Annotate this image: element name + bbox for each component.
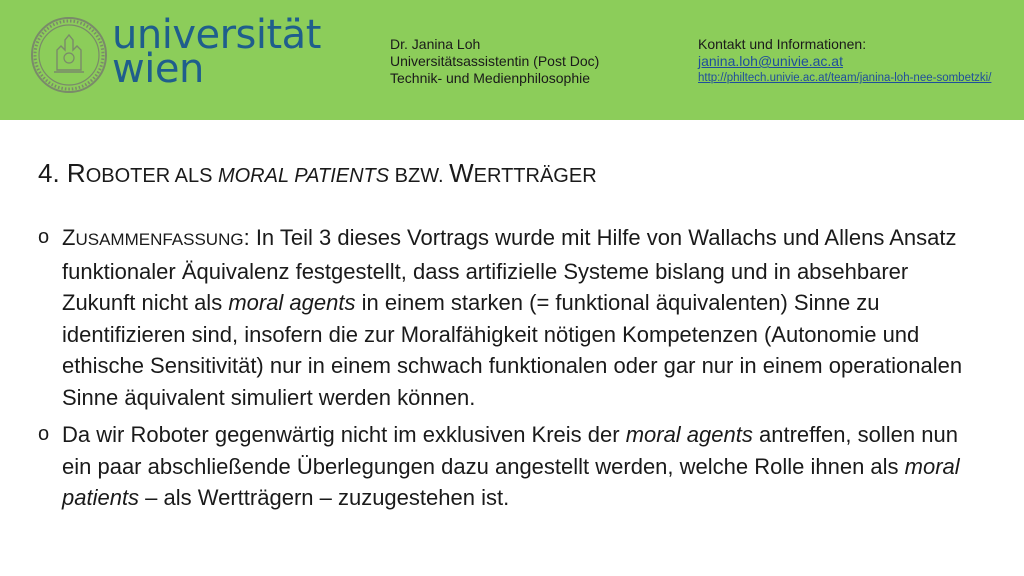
bullet-italic: moral patients xyxy=(62,453,960,510)
title-smallcaps-1: OBOTER ALS xyxy=(85,165,218,187)
title-cap-r: R xyxy=(66,158,86,188)
bullet-italic: moral agents xyxy=(228,290,356,315)
bullet-text: in einem starken (= funktional äquivalenten) Sinne zu identifizieren sind, insofern die zur Moralfähigkeit nötigen Kompetenzen (Autonomie und ethische Sensitivität) nur in einem schwach funktionalen oder gar nur in einem operationalen Sinne äquivalent simuliert werden können. xyxy=(62,290,963,410)
bullet-text: : In Teil 3 dieses Vortrags wurde mit Hilfe von Wallachs und Allens Ansatz funktionaler Äquivalenz festgestellt, dass artifizielle Systeme bislang und in absehbarer Zukunft nicht als xyxy=(62,225,957,315)
presenter-info xyxy=(390,36,599,87)
summary-lead-smallcaps: USAMMENFASSUNG xyxy=(75,230,244,249)
bullet-text: antreffen, sollen nun ein paar abschließende Überlegungen dazu angestellt werden, welche Rolle ihnen als xyxy=(62,422,958,479)
bullet-italic: moral agents xyxy=(625,422,753,447)
bullet-outlook xyxy=(38,419,978,514)
bullet-text: – als Wertträgern – zuzugestehen ist. xyxy=(139,485,510,510)
presenter-name: Dr. Janina Loh xyxy=(390,36,481,52)
university-logo xyxy=(112,12,321,92)
title-cap-w: W xyxy=(449,158,474,188)
logo-line-2: wien xyxy=(112,46,204,92)
university-seal-icon xyxy=(30,16,108,94)
summary-lead-cap: Z xyxy=(62,225,76,250)
contact-heading: Kontakt und Informationen: xyxy=(698,36,867,52)
email-link[interactable]: janina.loh@univie.ac.at xyxy=(698,53,843,69)
bullet-text: Da wir Roboter gegenwärtig nicht im exklusiven Kreis der xyxy=(62,422,626,447)
contact-info xyxy=(698,36,991,86)
presenter-department: Technik- und Medienphilosophie xyxy=(390,70,591,86)
bullet-marker: o xyxy=(38,226,50,248)
presenter-position: Universitätsassistentin (Post Doc) xyxy=(390,53,600,69)
bullet-summary xyxy=(38,222,978,413)
logo-line-1: universität xyxy=(112,12,321,58)
title-number: 4. xyxy=(38,158,67,188)
slide-content xyxy=(38,222,978,520)
title-smallcaps-3: ERTTRÄGER xyxy=(473,165,597,187)
website-link[interactable]: http://philtech.univie.ac.at/team/janina-loh-nee-sombetzki/ xyxy=(698,72,992,84)
title-italic: MORAL PATIENTS xyxy=(217,165,390,187)
header-band xyxy=(0,0,1024,120)
bullet-marker: o xyxy=(38,423,50,445)
slide-title xyxy=(38,156,597,193)
title-smallcaps-2: BZW. xyxy=(389,165,450,187)
